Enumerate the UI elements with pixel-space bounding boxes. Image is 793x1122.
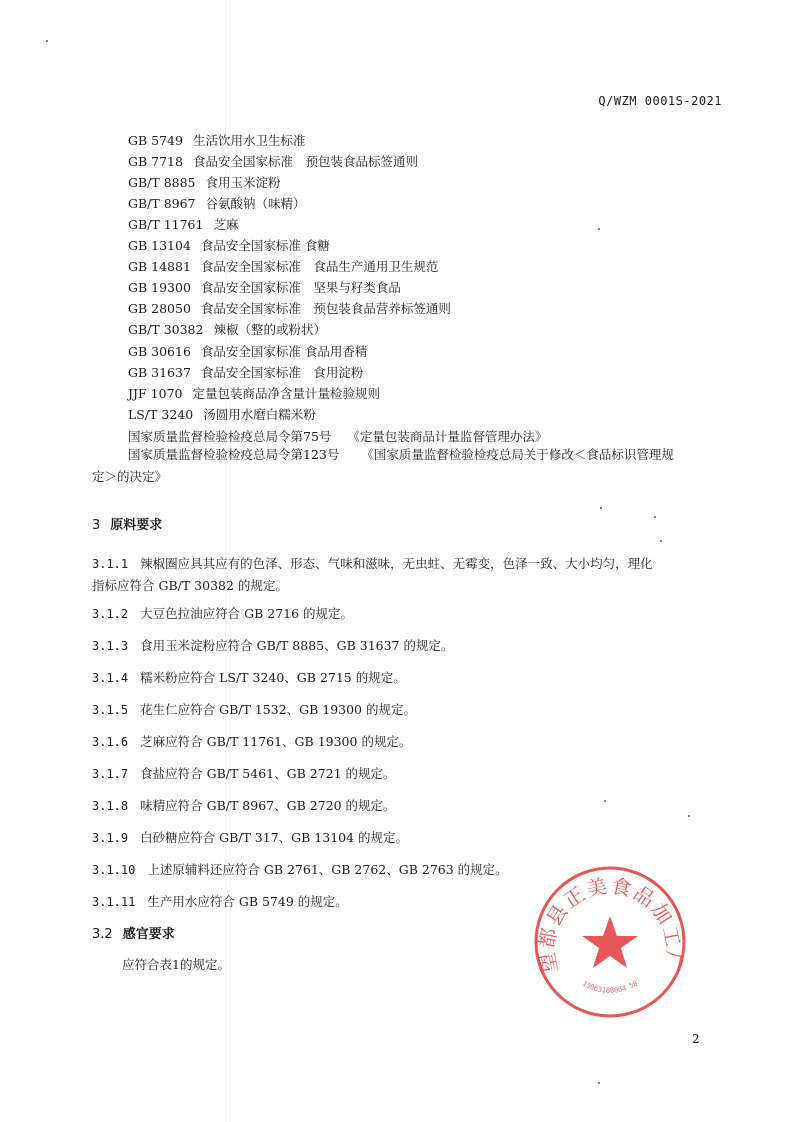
decree-title-line2: 定＞的决定》: [92, 469, 168, 484]
reference-item: [128, 320, 326, 338]
clause-number: 3.1.2: [92, 607, 129, 621]
scan-speck: [46, 40, 48, 42]
reference-code: GB 14881: [128, 259, 191, 274]
reference-code: GB/T 8885: [128, 175, 196, 190]
reference-code: GB 13104: [128, 238, 191, 253]
reference-code: GB 7718: [128, 154, 183, 169]
reference-item: [128, 173, 281, 191]
reference-item: [128, 215, 238, 233]
scan-speck: [654, 516, 656, 518]
scan-speck: [598, 1082, 600, 1084]
reference-item: [128, 257, 438, 275]
clause-number: 3.1.9: [92, 831, 129, 845]
clause-3-1-7: [92, 763, 722, 785]
reference-code: GB/T 8967: [128, 196, 196, 211]
reference-title: 芝麻: [213, 217, 239, 232]
scan-speck: [660, 540, 662, 542]
clause-3-1-6: [92, 731, 722, 753]
reference-item: [128, 405, 316, 423]
seal-star-icon: [582, 916, 638, 968]
decree-123: [92, 444, 722, 488]
clause-text: 上述原辅料还应符合 GB 2761、GB 2762、GB 2763 的规定。: [147, 862, 508, 877]
scan-speck: [688, 815, 690, 817]
clause-text: 食用玉米淀粉应符合 GB/T 8885、GB 31637 的规定。: [140, 638, 454, 653]
clause-text: 糯米粉应符合 LS/T 3240、GB 2715 的规定。: [140, 670, 406, 685]
scan-speck: [600, 507, 602, 509]
reference-item: [128, 236, 330, 254]
clause-number: 3.1.11: [92, 895, 136, 909]
clause-text: 芝麻应符合 GB/T 11761、GB 19300 的规定。: [140, 734, 412, 749]
reference-code: GB 31637: [128, 365, 191, 380]
reference-item: [128, 152, 418, 170]
section-number: 3.2: [92, 927, 113, 942]
reference-title: 谷氨酸钠（味精）: [205, 196, 306, 211]
sensory-requirement-text: 应符合表1的规定。: [122, 957, 230, 972]
decree-75: [128, 427, 547, 445]
reference-item: [128, 299, 451, 317]
section-number: 3: [92, 518, 101, 533]
reference-title: 食品安全国家标准 预包装食品标签通则: [192, 154, 418, 169]
reference-code: JJF 1070: [128, 386, 183, 401]
clause-number: 3.1.3: [92, 639, 129, 653]
scan-speck: [598, 228, 600, 230]
decree-issuer: 国家质量监督检验检疫总局令第123号: [128, 447, 340, 462]
scan-speck: [604, 800, 606, 802]
section-title: 原料要求: [110, 518, 163, 533]
reference-title: 食品安全国家标准 预包装食品营养标签通则: [200, 301, 451, 316]
clause-number: 3.1.5: [92, 703, 129, 717]
company-seal: [530, 862, 690, 1022]
section-heading-3-2: [92, 923, 175, 942]
clause-text: 生产用水应符合 GB 5749 的规定。: [147, 894, 348, 909]
reference-title: 食品安全国家标准 坚果与籽类食品: [200, 280, 401, 295]
reference-title: 食品安全国家标准 食品生产通用卫生规范: [200, 259, 439, 274]
clause-number: 3.1.4: [92, 671, 129, 685]
decree-issuer: 国家质量监督检验检疫总局令第75号: [128, 429, 332, 444]
document-code: Q/WZM 0001S-2021: [598, 94, 722, 108]
clause-text: 白砂糖应符合 GB/T 317、GB 13104 的规定。: [140, 830, 409, 845]
clause-number: 3.1.7: [92, 767, 129, 781]
reference-code: GB 30616: [128, 344, 191, 359]
clause-number: 3.1.8: [92, 799, 129, 813]
reference-code: GB 19300: [128, 280, 191, 295]
reference-item: [128, 278, 401, 296]
section-title: 感官要求: [122, 927, 175, 942]
reference-title: 定量包装商品净含量计量检验规则: [192, 386, 380, 401]
reference-title: 食品安全国家标准 食品用香精: [200, 344, 368, 359]
page-number: 2: [692, 1032, 700, 1046]
clause-3-1-4: [92, 667, 722, 689]
reference-title: 生活饮用水卫生标准: [192, 133, 306, 148]
reference-title: 食品安全国家标准 食糖: [200, 238, 330, 253]
reference-item: [128, 384, 380, 402]
reference-title: 辣椒（整的或粉状）: [213, 322, 326, 337]
clause-3-1-2: [92, 603, 722, 625]
clause-3-1-8: [92, 795, 722, 817]
clause-3-1-1: [92, 553, 722, 597]
clause-text: 大豆色拉油应符合 GB 2716 的规定。: [140, 606, 354, 621]
clause-number: 3.1.6: [92, 735, 129, 749]
clause-text: 食盐应符合 GB/T 5461、GB 2721 的规定。: [140, 766, 396, 781]
seal-name: 望都县正美食品加工厂: [534, 873, 686, 976]
decree-title: 《定量包装商品计量监督管理办法》: [347, 429, 548, 444]
reference-title: 汤圆用水磨白糯米粉: [203, 407, 316, 422]
reference-item: [128, 342, 367, 360]
clause-3-1-9: [92, 827, 722, 849]
clause-number: 3.1.10: [92, 863, 136, 877]
reference-code: GB/T 30382: [128, 322, 204, 337]
reference-code: GB 5749: [128, 133, 183, 148]
reference-code: LS/T 3240: [128, 407, 194, 422]
clause-text: 花生仁应符合 GB/T 1532、GB 19300 的规定。: [140, 702, 416, 717]
reference-code: GB 28050: [128, 301, 191, 316]
clause-number: 3.1.1: [92, 557, 129, 571]
reference-code: GB/T 11761: [128, 217, 204, 232]
reference-item: [128, 194, 306, 212]
decree-title-line1: 《国家质量监督检验检疫总局关于修改＜食品标识管理规: [361, 447, 674, 462]
clause-3-1-5: [92, 699, 722, 721]
clause-3-1-3: [92, 635, 722, 657]
clause-text-continued: 指标应符合 GB/T 30382 的规定。: [92, 578, 288, 593]
reference-title: 食品安全国家标准 食用淀粉: [200, 365, 364, 380]
seal-number: 13063188064 58: [580, 979, 640, 995]
section-heading-3: [92, 514, 162, 533]
reference-item: [128, 131, 305, 149]
clause-text: 辣椒圈应具其应有的色泽、形态、气味和滋味，无虫蛀、无霉变，色泽一致、大小均匀，理化: [140, 556, 653, 571]
clause-text: 味精应符合 GB/T 8967、GB 2720 的规定。: [140, 798, 396, 813]
reference-item: [128, 363, 363, 381]
reference-title: 食用玉米淀粉: [205, 175, 281, 190]
